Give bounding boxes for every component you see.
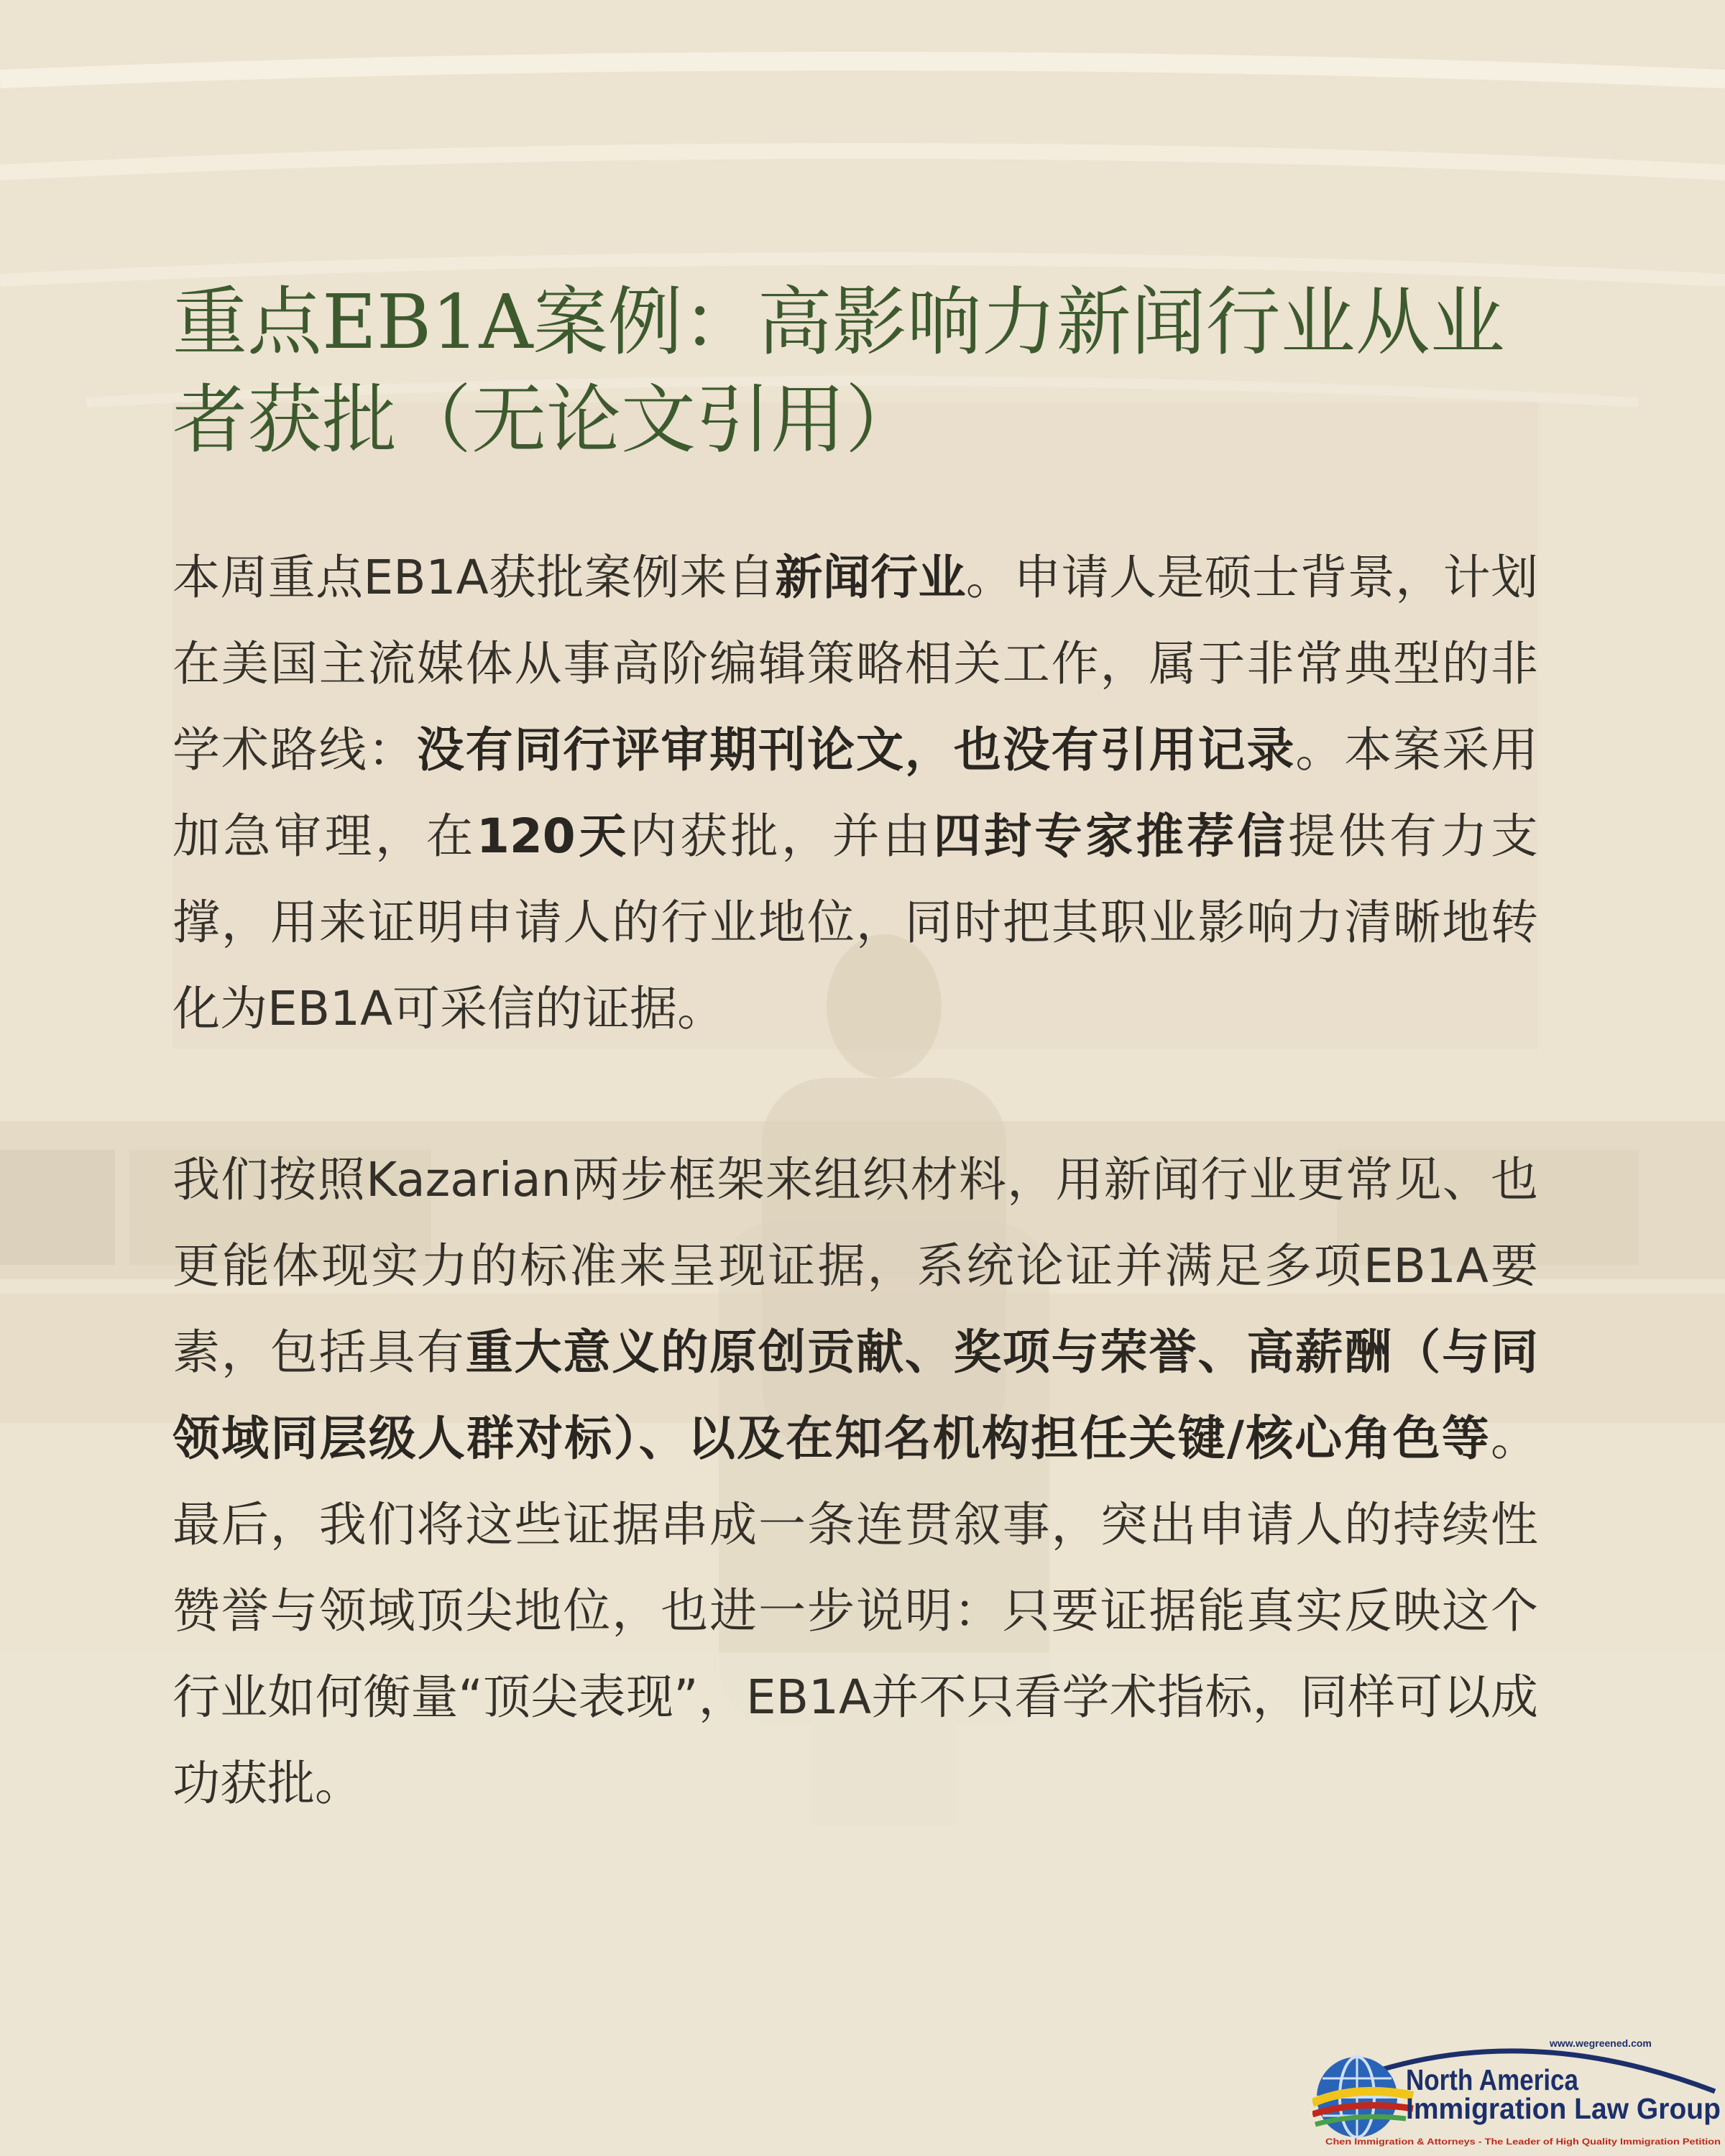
body-text: 。申请人是硕士背景，计划在美国主流媒体从事高阶编辑策略相关工作，属于非常典型的非学术路线：	[172, 550, 1539, 778]
emphasis-text: 120天	[476, 808, 630, 864]
body-text: 提供有力支撑，用来证明申请人的行业地位，同时把其职业影响力清晰地转化为EB1A可采信的证据。	[172, 808, 1539, 1036]
logo-tagline: Chen Immigration & Attorneys - The Leader of High Quality Immigration Petition	[1325, 2137, 1721, 2147]
body-text: 。最后，我们将这些证据串成一条连贯叙事，突出申请人的持续性赞誉与领域顶尖地位，也进一步说明：只要证据能真实反映这个行业如何衡量“顶尖表现”，EB1A并不只看学术指标，同样可以成功获批。	[172, 1411, 1538, 1811]
logo-url-text: www.wegreened.com	[1550, 2037, 1652, 2049]
body-text: 。本案采用加急审理，在	[172, 722, 1539, 864]
globe-icon	[1312, 2057, 1413, 2137]
article-title: 重点EB1A案例：高影响力新闻行业从业者获批（无论文引用）	[172, 278, 1505, 464]
article-content	[172, 273, 1581, 1912]
emphasis-text: 新闻行业	[775, 550, 966, 605]
paragraph-1	[172, 535, 1538, 1052]
emphasis-text: 没有同行评审期刊论文，也没有引用记录	[416, 722, 1296, 778]
firm-logo	[1312, 2034, 1725, 2152]
body-text: 内获批，并由	[629, 808, 934, 864]
paragraph-2	[172, 1137, 1538, 1827]
emphasis-text: 四封专家推荐信	[933, 808, 1289, 864]
body-text: 我们按照Kazarian两步框架来组织材料，用新闻行业更常见、也更能体现实力的标准来呈现证据，系统论证并满足多项EB1A要素，包括具有	[172, 1152, 1538, 1380]
body-text: 本周重点EB1A获批案例来自	[172, 550, 776, 605]
logo-line1: North America	[1406, 2063, 1580, 2096]
emphasis-text: 重大意义的原创贡献、奖项与荣誉、高薪酬（与同领域同层级人群对标）、以及在知名机构担任关键/核心角色等	[172, 1325, 1539, 1466]
logo-line2: Immigration Law Group	[1406, 2092, 1721, 2125]
